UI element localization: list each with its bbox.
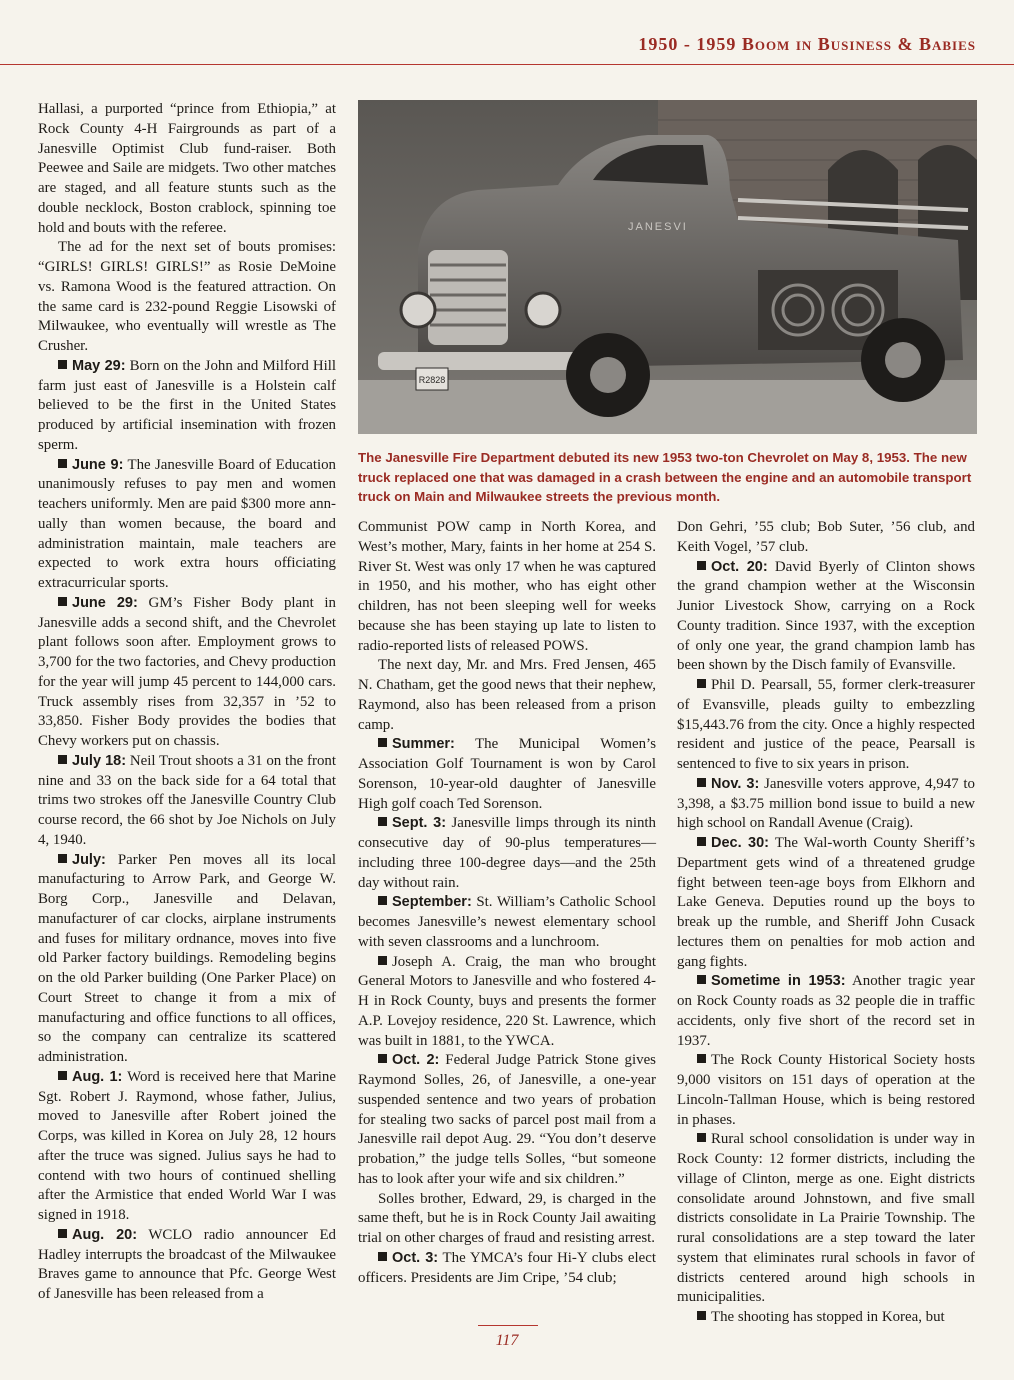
column-left (38, 100, 336, 1305)
license-plate: R2828 (418, 375, 446, 385)
entry-text: The Rock County Historical Society hosts 9,000 visitors on 151 days of operation at the Lincoln-Tallman House, which is being restored in phases. (677, 1052, 975, 1128)
bullet-square-icon (697, 1054, 706, 1063)
bullet-square-icon (378, 817, 387, 826)
bullet-square-icon (697, 1133, 706, 1142)
paragraph (358, 1051, 656, 1189)
bullet-square-icon (697, 679, 706, 688)
entry-text: Communist POW camp in North Korea, and West’s mother, Mary, faints in her home at 254 S. River St. West was only 17 when he was captured in 1950, and his mother, who has eight other children, has not been sleeping well for weeks because she has been staying up late to listen to radio-reported lists of released POWS. (358, 519, 656, 654)
entry-text: Another tragic year on Rock County roads as 32 people die in traffic accidents, only five short of the record set in 1937. (677, 973, 975, 1049)
entry-text: Solles brother, Edward, 29, is charged in the same theft, but he is in Rock County Jail awaiting trial on other charges of fraud and resisting arrest. (358, 1190, 656, 1246)
entry-text: David Byerly of Clinton shows the grand champion wether at the Wisconsin Junior Livestock Show, carrying on a Rock County tradition. Since 1937, with the exception of only one year, the grand champion lamb has been shown by the Disch family of Evansville. (677, 558, 975, 674)
entry-text: Neil Trout shoots a 31 on the front nine and 33 on the back side for a 64 total that trims two strokes off the Janesville Country Club course record, the 66 shot by Joe Nichols on July 4, 1940. (38, 752, 336, 848)
entry-date: Aug. 20: (72, 1226, 138, 1243)
truck-lettering: JANESVI (628, 221, 688, 233)
bullet-square-icon (58, 755, 67, 764)
bullet-square-icon (378, 1054, 387, 1063)
bullet-square-icon (378, 896, 387, 905)
paragraph (38, 100, 336, 238)
entry-text: Federal Judge Patrick Stone gives Raymond Solles, 26, of Janesville, a one-year suspended sentence and two years of probation for stealing two sacks of parcel post mail from a Janesville rail depot Aug. 29. “You don’t deserve probation,” the judge tells Solles, “but someone has to look after your wife and six children.” (358, 1052, 656, 1187)
paragraph (358, 735, 656, 814)
entry-text: The YMCA’s four Hi-Y clubs elect officers. Presidents are Jim Cripe, ’54 club; (358, 1249, 657, 1286)
page-number: 117 (495, 1332, 519, 1349)
entry-text: Phil D. Pearsall, 55, former clerk-treasurer of Evansville, pleads guilty to embezzling $15,443.76 from the city. Once a highly respected resident and justice of the peace, Pearsall is sentenced to five to six years in prison. (677, 677, 975, 772)
entry-date: July 18: (72, 752, 127, 769)
entry-date: Aug. 1: (72, 1068, 123, 1085)
paragraph (38, 851, 336, 1068)
entry-date: September: (392, 894, 472, 911)
entry-date: Dec. 30: (711, 835, 769, 851)
bullet-square-icon (697, 778, 706, 787)
paragraph (358, 953, 656, 1052)
chapter-title: 1950 - 1959 Boom in Business & Babies (638, 34, 976, 54)
bullet-square-icon (58, 459, 67, 468)
fire-truck-illustration (358, 100, 977, 434)
paragraph (677, 1308, 975, 1328)
paragraph (38, 456, 336, 594)
paragraph (358, 656, 656, 735)
entry-text: The ad for the next set of bouts promises: “GIRLS! GIRLS! GIRLS!” as Rosie DeMoine vs. Ramona Wood is the featured attraction. On the same card is 232-pound Reggie Lisowski of Milwaukee, who eventually will wrestle as The Crusher. (38, 239, 336, 354)
entry-text: St. William’s Catholic School becomes Janesville’s newest elementary school with seven classrooms and a lunchroom. (358, 894, 656, 950)
bullet-square-icon (58, 854, 67, 863)
bullet-square-icon (378, 1252, 387, 1261)
entry-date: Oct. 3: (392, 1249, 439, 1266)
paragraph (677, 676, 975, 775)
paragraph (358, 814, 656, 893)
entry-text: Janesville limps through its ninth consecutive day of 90-plus temperatures—including three 100-degree days—and the 25th day without rain. (358, 815, 656, 891)
paragraph (358, 1190, 656, 1249)
entry-text: The Janesville Board of Education unanimously refuses to pay men and women teachers uniformly. Men are paid $300 more ann-ually than women because, the board and administration maintain, male teachers are expected to work extra hours officiating extracurricular sports. (38, 456, 336, 591)
entry-text: Hallasi, a purported “prince from Ethiopia,” at Rock County 4-H Fairgrounds as part of a Janesville Optimist Club fund-raiser. Both Peewee and Saile are midgets. Two other matches are staged, and all feature stunts such as the double necklock, Boston crablock, spinning toe hold and bouts with the referee. (38, 101, 336, 236)
bullet-square-icon (378, 956, 387, 965)
bullet-square-icon (58, 360, 67, 369)
entry-text: The Wal-worth County Sheriff’s Department gets wind of a threatened grudge fight between teen-age boys from Elkhorn and Lake Geneva. Deputies round up the boys to break up the rumble, and Sheriff John Cusack lectures them on penalties for mob action and gang fights. (677, 835, 975, 970)
entry-date: June 29: (72, 594, 138, 611)
entry-text: The shooting has stopped in Korea, but (711, 1309, 945, 1325)
entry-date: July: (72, 851, 106, 868)
paragraph (38, 238, 336, 357)
entry-text: Janesville voters approve, 4,947 to 3,398, a $3.75 million bond issue to build a new high school on Randall Avenue (Craig). (677, 775, 975, 832)
bullet-square-icon (58, 1071, 67, 1080)
paragraph (677, 1051, 975, 1130)
photo-caption: The Janesville Fire Department debuted its new 1953 two-ton Chevrolet on May 8, 1953. The new truck replaced one that was damaged in a crash between the engine and an automobile transport truck on Main and Milwaukee streets the previous month. (358, 450, 972, 504)
entry-text: The Municipal Women’s Association Golf Tournament is won by Carol Sorenson, 10-year-old daughter of Janesville High golf coach Ted Sorenson. (358, 736, 656, 812)
paragraph (38, 594, 336, 752)
paragraph (358, 893, 656, 952)
fire-truck-photo (358, 100, 977, 434)
entry-date: June 9: (72, 456, 124, 473)
entry-text: GM’s Fisher Body plant in Janesville adds a second shift, and the Chevrolet plant follows soon after. Employment grows to 3,700 for the two factories, and Chevy production for the year will jump 45 percent to 144,000 cars. Truck assembly rises from 32,357 in ’52 to 33,850. Fisher Body provides the bodies that Chevy workers put on chassis. (38, 594, 336, 749)
bullet-square-icon (697, 837, 706, 846)
paragraph (358, 518, 656, 656)
paragraph (38, 752, 336, 851)
entry-date: May 29: (72, 357, 126, 374)
entry-date: Oct. 20: (711, 558, 768, 575)
paragraph (677, 775, 975, 834)
entry-text: Rural school consolidation is under way in Rock County: 12 former districts, including the village of Clinton, merge as one. Eight districts consolidate around Johnstown, and five small districts consolidate in La Prairie Township. The rural consolidations are a step toward the later system that eliminates rural schools in favor of districts centered around high schools in municipalities. (677, 1131, 975, 1306)
entry-date: Oct. 2: (392, 1052, 440, 1069)
folio-rule (478, 1325, 538, 1326)
entry-date: Nov. 3: (711, 775, 760, 792)
entry-text: Word is received here that Marine Sgt. Robert J. Raymond, whose father, Julius, moved to Janesville after Robert joined the Corps, was killed in Korea on July 28, 12 hours after the truce was signed. Julius says he had to contend with two hours of continued shelling after the Armistice that ended World War I was signed in 1918. (38, 1068, 336, 1223)
entry-date: Sept. 3: (392, 815, 447, 832)
paragraph (38, 357, 336, 456)
paragraph (677, 972, 975, 1051)
entry-text: The next day, Mr. and Mrs. Fred Jensen, 465 N. Chatham, get the good news that their nephew, Raymond, also has been released from a prison camp. (358, 657, 656, 733)
bullet-square-icon (58, 1229, 67, 1238)
entry-text: Joseph A. Craig, the man who brought General Motors to Janesville and who fostered 4-H in Rock County, buys and presents the former A.P. Lovejoy residence, 220 St. Lawrence, which was built in 1881, to the YWCA. (358, 953, 656, 1049)
bullet-square-icon (378, 738, 387, 747)
entry-text: Born on the John and Milford Hill farm just east of Janesville is a Holstein calf believed to be the first in the United States produced by artificial insemination with frozen sperm. (38, 357, 336, 453)
paragraph (677, 518, 975, 558)
column-right (677, 518, 975, 1328)
paragraph (677, 834, 975, 972)
paragraph (677, 558, 975, 677)
entry-date: Sometime in 1953: (711, 973, 846, 990)
entry-date: Summer: (392, 736, 455, 753)
paragraph (677, 1130, 975, 1308)
paragraph (38, 1226, 336, 1305)
bullet-square-icon (697, 1311, 706, 1320)
entry-text: Don Gehri, ’55 club; Bob Suter, ’56 club, and Keith Vogel, ’57 club. (677, 519, 975, 555)
page-header (0, 0, 1014, 65)
entry-text: Parker Pen moves all its local manufacturing to Arrow Park, and George W. Borg Corp., Janesville and Delavan, manufacturer of car clocks, airplane instruments and fuses for military ordnance, moves into five old Parker factory buildings. Remodeling begins on the old Parker building (One Parker Place) on Court Street to change it from a mix of manufacturing and office functions to all offices, so the company can centralize its scattered administration. (38, 851, 336, 1065)
bullet-square-icon (697, 975, 706, 984)
bullet-square-icon (697, 561, 706, 570)
paragraph (38, 1068, 336, 1226)
column-middle (358, 518, 656, 1288)
paragraph (358, 1249, 656, 1289)
entry-text: WCLO radio announcer Ed Hadley interrupts the broadcast of the Milwaukee Braves game to announce that Pfc. George West of Janesville has been released from a (38, 1226, 337, 1302)
bullet-square-icon (58, 597, 67, 606)
